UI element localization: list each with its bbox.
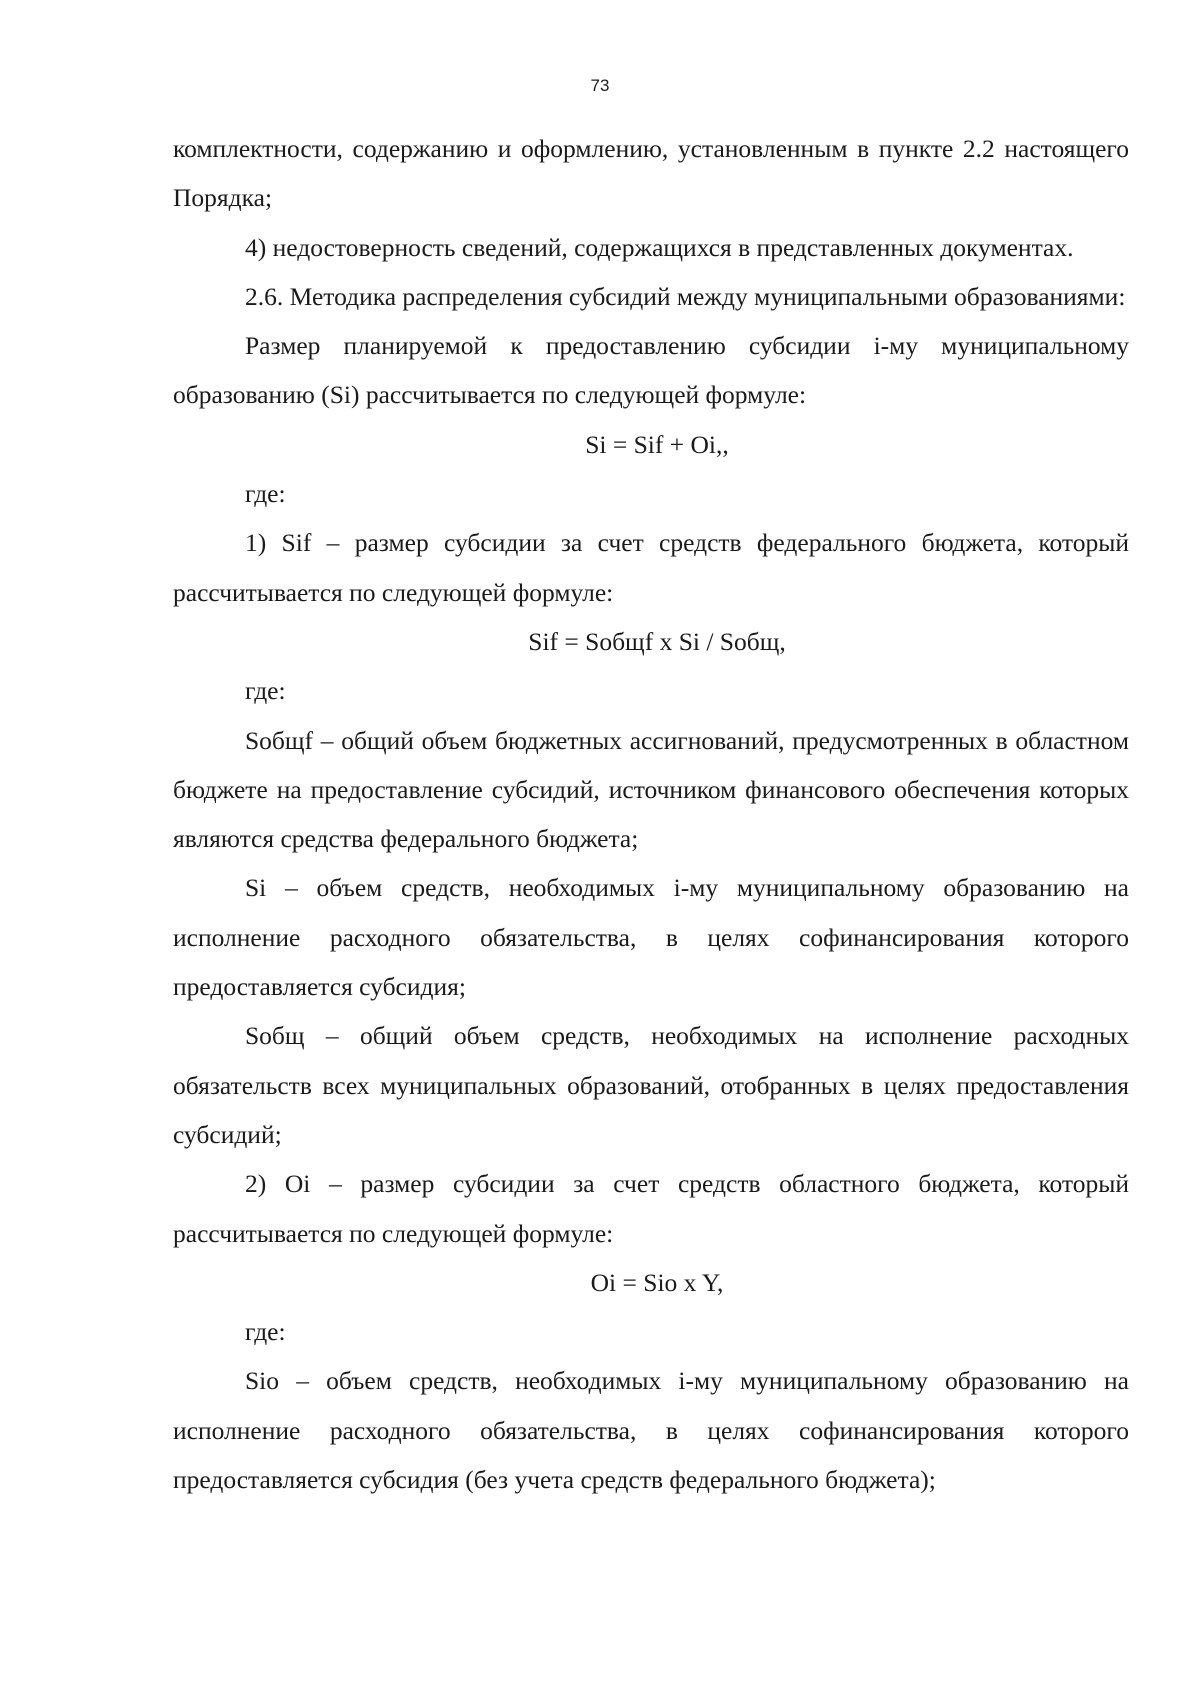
where-label: где: — [245, 676, 286, 706]
document-body — [173, 124, 1129, 1504]
paragraph-oi-definition: 2) Oi – размер субсидии за счет средств областного бюджета, который рассчитывается по следующей формуле: — [173, 1169, 1129, 1248]
paragraph-item-4: 4) недостоверность сведений, содержащихся в представленных документах. — [245, 232, 1074, 262]
paragraph-sif-definition: 1) Sif – размер субсидии за счет средств федерального бюджета, который рассчитывается по следующей формуле: — [173, 528, 1129, 607]
paragraph-section-2-6: 2.6. Методика распределения субсидий между муниципальными образованиями: — [245, 281, 1126, 311]
formula-si: Si = Sif + Oi,, — [585, 429, 729, 459]
paragraph-si-definition: Si – объем средств, необходимых i-му муниципальному образованию на исполнение расходного обязательства, в целях софинансирования которого предоставляется субсидия; — [173, 873, 1129, 1002]
paragraph-sio-definition: Sio – объем средств, необходимых i-му муниципальному образованию на исполнение расходного обязательства, в целях софинансирования которого предоставляется субсидия (без учета средств федерального бюджета); — [173, 1366, 1129, 1495]
formula-oi: Oi = Sio x Y, — [590, 1267, 724, 1297]
where-label: где: — [245, 479, 286, 509]
formula-sif: Sif = Sобщf x Si / Sобщ, — [528, 626, 786, 656]
page-number: 73 — [590, 76, 610, 95]
paragraph-completeness: комплектности, содержанию и оформлению, установленным в пункте 2.2 настоящего Порядка; — [173, 134, 1129, 213]
paragraph-subsidy-size: Размер планируемой к предоставлению субсидии i-му муниципальному образованию (Si) рассчитывается по следующей формуле: — [173, 331, 1129, 410]
paragraph-sobsh-definition: Sобщ – общий объем средств, необходимых на исполнение расходных обязательств всех муниципальных образований, отобранных в целях предоставления субсидий; — [173, 1021, 1129, 1149]
paragraph-sobshf-definition: Sобщf – общий объем бюджетных ассигнований, предусмотренных в областном бюджете на предоставление субсидий, источником финансового обеспечения которых являются средства федерального бюджета; — [173, 725, 1129, 854]
where-label: где: — [245, 1317, 286, 1347]
